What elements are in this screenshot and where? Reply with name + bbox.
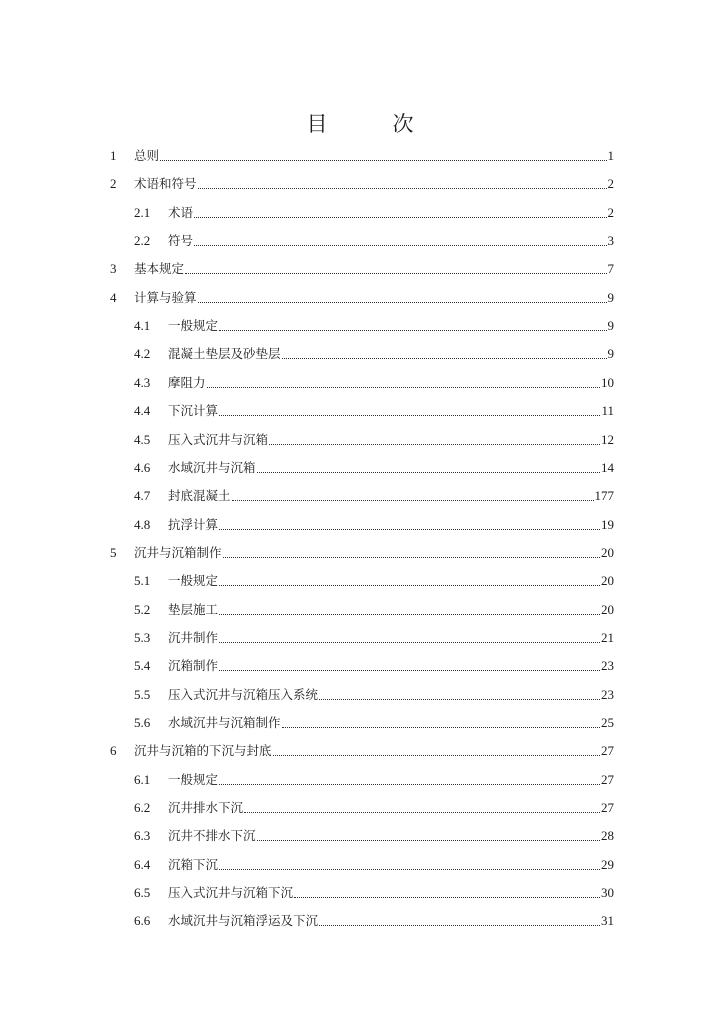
toc-entry-number: 4.5 <box>134 431 151 447</box>
toc-entry-page: 20 <box>601 573 614 589</box>
toc-entry-label: 沉井制作 <box>168 629 219 645</box>
toc-leader-dots <box>282 726 600 728</box>
toc-leader-dots <box>219 641 600 643</box>
toc-entry-label: 计算与验算 <box>134 289 197 305</box>
toc-leader-dots <box>185 272 606 274</box>
toc-entry-page: 19 <box>601 516 614 532</box>
toc-entry-label: 一般规定 <box>168 573 219 589</box>
toc-entry-page: 25 <box>601 715 614 730</box>
toc-entry-number: 5.6 <box>134 715 151 730</box>
toc-entry[interactable] <box>134 369 614 391</box>
toc-entry-number: 1 <box>110 148 117 163</box>
toc-entry-label: 沉井排水下沉 <box>168 800 244 816</box>
toc-entry-number: 5 <box>110 544 117 560</box>
toc-entry-label: 摩阻力 <box>168 374 206 390</box>
toc-leader-dots <box>219 783 600 785</box>
toc-entry-label: 压入式沉井与沉箱下沉 <box>168 885 294 901</box>
toc-leader-dots <box>194 216 606 218</box>
toc-entry-page: 2 <box>607 176 614 192</box>
toc-entry-label: 基本规定 <box>134 261 185 277</box>
toc-leader-dots <box>160 159 606 161</box>
toc-entry-number: 6.3 <box>134 828 151 844</box>
toc-leader-dots <box>282 357 607 359</box>
toc-entry-label: 压入式沉井与沉箱 <box>168 431 269 447</box>
toc-entry[interactable] <box>134 426 614 448</box>
toc-entry-page: 27 <box>601 771 614 787</box>
toc-entry-number: 5.3 <box>134 629 151 645</box>
toc-entry-number: 6.1 <box>134 771 151 787</box>
toc-leader-dots <box>219 868 600 870</box>
toc-entry[interactable] <box>134 851 614 873</box>
toc-entry-number: 6.4 <box>134 856 151 872</box>
toc-entry-number: 6.2 <box>134 800 151 816</box>
toc-entry-label: 沉箱下沉 <box>168 856 219 872</box>
toc-entry-page: 28 <box>601 828 614 844</box>
toc-entry-page: 1 <box>607 148 614 163</box>
toc-entry-page: 14 <box>601 459 614 475</box>
toc-entry[interactable] <box>110 255 614 277</box>
toc-leader-dots <box>198 187 607 189</box>
toc-leader-dots <box>219 329 606 331</box>
toc-entry-number: 2.1 <box>134 204 151 220</box>
toc-entry-number: 5.2 <box>134 601 151 617</box>
toc-entry-number: 6.6 <box>134 913 151 929</box>
toc-leader-dots <box>219 613 600 615</box>
toc-title: 目 次 <box>306 112 436 136</box>
toc-entry-label: 一般规定 <box>168 771 219 787</box>
toc-leader-dots <box>198 301 607 303</box>
toc-entry-number: 4.3 <box>134 374 151 390</box>
toc-entry-page: 31 <box>601 913 614 929</box>
toc-leader-dots <box>319 698 600 700</box>
toc-entry-number: 5.5 <box>134 686 151 702</box>
toc-leader-dots <box>219 528 600 530</box>
toc-entry-page: 27 <box>601 800 614 816</box>
toc-entry[interactable] <box>134 624 614 646</box>
toc-entry-page: 12 <box>601 431 614 447</box>
toc-entry-label: 水域沉井与沉箱浮运及下沉 <box>168 913 319 929</box>
toc-entry-number: 4.6 <box>134 459 151 475</box>
toc-entry-label: 沉井不排水下沉 <box>168 828 256 844</box>
toc-entry-number: 3 <box>110 261 117 277</box>
toc-entry-label: 混凝土垫层及砂垫层 <box>168 346 281 362</box>
toc-leader-dots <box>223 556 600 558</box>
toc-entry-label: 压入式沉井与沉箱压入系统 <box>168 686 319 702</box>
toc-entry[interactable] <box>134 681 614 703</box>
toc-entry-number: 4.1 <box>134 318 151 334</box>
toc-entry[interactable] <box>110 539 614 561</box>
toc-entry[interactable] <box>134 709 614 731</box>
toc-entry-number: 2.2 <box>134 233 151 249</box>
toc-entry[interactable] <box>134 454 614 476</box>
toc-entry[interactable] <box>134 794 614 816</box>
toc-leader-dots <box>219 584 600 586</box>
toc-entry-label: 下沉计算 <box>168 403 219 419</box>
toc-entry-label: 沉井与沉箱制作 <box>134 544 222 560</box>
toc-entry-page: 27 <box>601 743 614 759</box>
toc-entry-label: 沉箱制作 <box>168 658 219 674</box>
toc-entry[interactable] <box>134 482 614 504</box>
toc-entry-number: 4 <box>110 289 117 305</box>
toc-leader-dots <box>257 839 600 841</box>
toc-leader-dots <box>194 244 606 246</box>
toc-entry[interactable] <box>134 567 614 589</box>
toc-leader-dots <box>319 924 600 926</box>
toc-leader-dots <box>219 414 600 416</box>
toc-entry[interactable] <box>134 227 614 249</box>
toc-entry-label: 术语 <box>168 204 194 220</box>
toc-entry-label: 一般规定 <box>168 318 219 334</box>
toc-entry[interactable] <box>134 879 614 901</box>
toc-entry-number: 5.4 <box>134 658 151 674</box>
toc-entry-number: 4.7 <box>134 488 151 504</box>
toc-leader-dots <box>219 669 600 671</box>
toc-entry-label: 符号 <box>168 233 194 249</box>
toc-entry[interactable] <box>134 397 614 419</box>
toc-entry-page: 10 <box>601 374 614 390</box>
toc-entry-page: 20 <box>601 544 614 560</box>
toc-entry[interactable] <box>110 284 614 306</box>
toc-entry-page: 177 <box>594 488 614 504</box>
toc-entry[interactable] <box>134 596 614 618</box>
toc-entry-label: 封底混凝土 <box>168 488 231 504</box>
toc-leader-dots <box>273 754 600 756</box>
toc-leader-dots <box>232 499 594 501</box>
toc-leader-dots <box>207 386 600 388</box>
toc-entry-label: 抗浮计算 <box>168 516 219 532</box>
toc-entry-page: 20 <box>601 601 614 617</box>
toc-entry-number: 4.4 <box>134 403 151 419</box>
toc-entry-label: 水域沉井与沉箱 <box>168 459 256 475</box>
toc-entry[interactable] <box>134 511 614 533</box>
toc-entry-number: 6 <box>110 743 117 759</box>
toc-entry-page: 9 <box>607 346 614 362</box>
toc-leader-dots <box>294 896 600 898</box>
toc-entry-number: 4.2 <box>134 346 151 362</box>
toc-entry[interactable] <box>110 737 614 759</box>
toc-entry[interactable] <box>134 312 614 334</box>
toc-entry-page: 11 <box>601 403 614 419</box>
toc-entry[interactable] <box>110 142 614 164</box>
toc-entry-page: 3 <box>607 233 614 249</box>
toc-entry-page: 7 <box>607 261 614 277</box>
toc-entry-page: 29 <box>601 856 614 872</box>
toc-entry[interactable] <box>134 340 614 362</box>
toc-leader-dots <box>269 443 600 445</box>
toc-entry[interactable] <box>110 170 614 192</box>
toc-entry-page: 23 <box>601 686 614 702</box>
toc-entry-label: 水域沉井与沉箱制作 <box>168 715 281 730</box>
toc-entry-page: 30 <box>601 885 614 901</box>
toc-entry-number: 2 <box>110 176 117 192</box>
toc-entry-page: 9 <box>607 318 614 334</box>
toc-entry[interactable] <box>134 199 614 221</box>
toc-entry-label: 术语和符号 <box>134 176 197 192</box>
toc-entry[interactable] <box>134 822 614 844</box>
toc-leader-dots <box>257 471 600 473</box>
toc-entry-page: 23 <box>601 658 614 674</box>
toc-leader-dots <box>244 811 600 813</box>
toc-entry-number: 6.5 <box>134 885 151 901</box>
toc-entry-label: 总则 <box>134 148 160 163</box>
toc-entry[interactable] <box>134 907 614 929</box>
toc-entry-label: 沉井与沉箱的下沉与封底 <box>134 743 272 759</box>
toc-entry[interactable] <box>134 766 614 788</box>
toc-entry-number: 5.1 <box>134 573 151 589</box>
toc-entry-page: 2 <box>607 204 614 220</box>
toc-entry-label: 垫层施工 <box>168 601 219 617</box>
toc-entry[interactable] <box>134 652 614 674</box>
toc-entry-page: 21 <box>601 629 614 645</box>
toc-entry-page: 9 <box>607 289 614 305</box>
toc-entry-number: 4.8 <box>134 516 151 532</box>
